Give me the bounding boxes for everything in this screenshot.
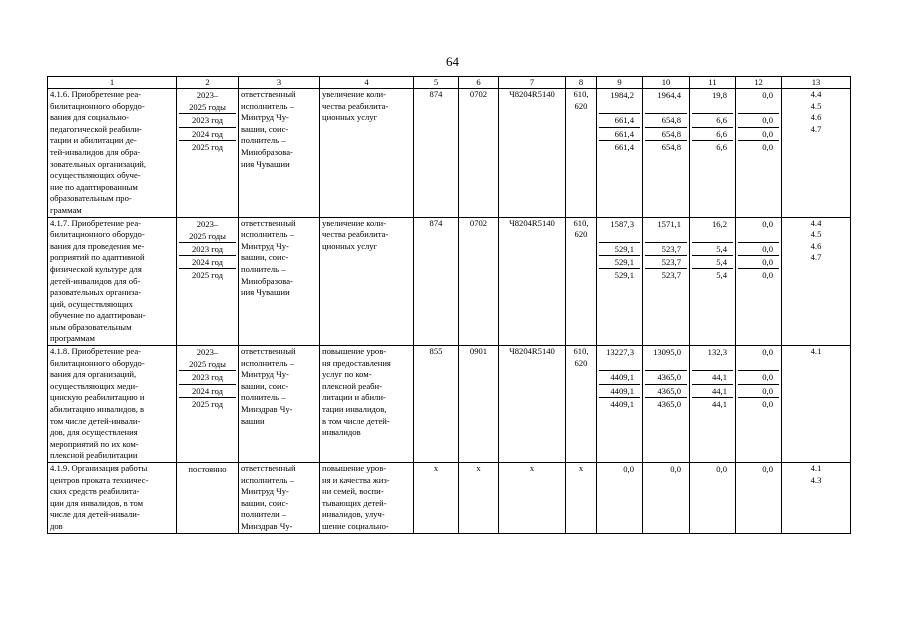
expected-result-line: увеличение коли- — [322, 217, 386, 228]
responsible-executor-line: полнитель – — [241, 392, 286, 403]
republic-funding-value: 6,6 — [692, 140, 733, 153]
expected-result — [320, 89, 414, 218]
activity-name-line: обучение по адаптирован- — [50, 310, 146, 321]
republic-funding-value: 6,6 — [692, 127, 733, 140]
budget-code-c6: 0702 — [459, 217, 499, 346]
activity-name-line: граммам — [50, 204, 82, 215]
activity-name-line: ным образовательным — [50, 321, 132, 332]
federal-funding-value: 13095,0 — [653, 347, 681, 358]
activity-name-line: 4.1.8. Приобретение реа- — [50, 346, 141, 357]
column-header-3: 3 — [239, 77, 320, 89]
republic-funding-value: 6,6 — [692, 113, 733, 126]
target-indicators-line: 4.5 — [810, 229, 822, 240]
responsible-executor-line: полнитель – — [241, 135, 286, 146]
republic-funding-value: 44,1 — [692, 370, 733, 383]
header-row — [48, 77, 851, 89]
republic-funding-value: 44,1 — [692, 384, 733, 397]
target-indicators-line: 4.7 — [810, 252, 822, 263]
expense-type-code — [566, 346, 597, 463]
period-cell-value: 2025 год — [179, 268, 236, 281]
budget-code-c5: 855 — [414, 346, 459, 463]
page-number: 64 — [446, 54, 459, 69]
total-funding — [597, 89, 643, 218]
activity-name-line: вания для организаций, — [50, 369, 137, 380]
other-funding-value: 0,0 — [762, 90, 773, 100]
activity-name-line: ции для инвалидов, в том — [50, 497, 144, 508]
federal-funding-value: 1964,4 — [657, 90, 681, 100]
expense-type-code-line: 610, — [573, 346, 589, 357]
responsible-executor-line: вашии, соис- — [241, 123, 289, 134]
other-funding-value: 0,0 — [738, 255, 779, 268]
other-funding — [736, 89, 782, 218]
table-row — [48, 346, 851, 463]
activity-name-line: разовательных организа- — [50, 287, 142, 298]
activity-name-line: мероприятий по их ком- — [50, 438, 139, 449]
budget-code-c6: x — [459, 463, 499, 534]
period-cell — [177, 463, 239, 534]
column-header-12: 12 — [736, 77, 782, 89]
responsible-executor-line: Минздрав Чу- — [241, 404, 293, 415]
expense-type-code-line: 620 — [574, 357, 588, 368]
target-indicators-line: 4.4 — [810, 89, 822, 99]
activity-name-line: дов — [50, 520, 63, 531]
column-header-13: 13 — [782, 77, 851, 89]
period-cell — [177, 346, 239, 463]
responsible-executor-line: Минтруд Чу- — [241, 369, 289, 380]
responsible-executor-line: исполнитель – — [241, 474, 294, 485]
table-row — [48, 463, 851, 534]
activity-name — [48, 346, 177, 463]
total-funding-value — [599, 230, 640, 242]
table-body — [48, 89, 851, 534]
target-indicators — [782, 346, 851, 463]
target-indicators-line: 4.1 — [810, 346, 822, 357]
federal-funding-value: 654,8 — [645, 127, 687, 140]
expense-type-code — [566, 217, 597, 346]
federal-funding-value: 523,7 — [645, 268, 687, 281]
other-funding-value — [738, 230, 779, 242]
responsible-executor-line: Минобразова- — [241, 275, 293, 286]
activity-name-line: центров проката техничес- — [50, 474, 149, 485]
federal-funding-value: 654,8 — [645, 113, 687, 126]
responsible-executor-line: вашии — [241, 415, 265, 426]
expected-result-line: тации инвалидов, — [322, 404, 387, 415]
other-funding-value: 0,0 — [738, 384, 779, 397]
federal-funding-value: 4365,0 — [645, 397, 687, 410]
responsible-executor — [239, 463, 320, 534]
expense-type-code-line: 610, — [573, 89, 589, 99]
total-funding-value: 529,1 — [599, 255, 640, 268]
target-indicators-line: 4.1 — [810, 463, 822, 473]
federal-funding-value — [645, 230, 687, 242]
target-indicators-line: 4.4 — [810, 217, 822, 228]
responsible-executor-line: полнители – — [241, 509, 287, 520]
republic-funding-value: 44,1 — [692, 397, 733, 410]
federal-funding-value: 523,7 — [645, 255, 687, 268]
total-funding-value: 1984,2 — [610, 90, 634, 100]
other-funding-value: 0,0 — [738, 397, 779, 410]
period-cell-value: 2023– — [196, 347, 219, 358]
activity-name-line: тей-инвалидов для обра- — [50, 146, 141, 157]
total-funding-value: 4409,1 — [599, 384, 640, 397]
responsible-executor — [239, 346, 320, 463]
total-funding-value: 4409,1 — [599, 397, 640, 410]
period-cell-value: 2025 годы — [189, 230, 226, 241]
budget-code-c7: Ч8204R5140 — [499, 89, 566, 218]
total-funding-value: 529,1 — [599, 242, 640, 255]
budget-code-c6: 0702 — [459, 89, 499, 218]
activity-name-line: осуществляющих меди- — [50, 380, 138, 391]
activity-name — [48, 463, 177, 534]
total-funding-value: 1587,3 — [610, 218, 634, 229]
activity-name-line: физической культуре для — [50, 263, 142, 274]
activity-name-line: 4.1.6. Приобретение реа- — [50, 89, 141, 99]
expected-result-line: инвалидов, улуч- — [322, 509, 385, 520]
federal-funding-value — [645, 358, 687, 370]
responsible-executor-line: Минтруд Чу- — [241, 112, 289, 123]
activity-name-line: вания для проведения ме- — [50, 240, 145, 251]
activity-name — [48, 89, 177, 218]
expected-result-line: повышение уров- — [322, 463, 387, 473]
other-funding-value — [738, 358, 779, 370]
column-header-8: 8 — [566, 77, 597, 89]
period-cell-value: 2024 год — [179, 384, 236, 397]
total-funding-value: 0,0 — [623, 464, 634, 474]
responsible-executor-line: ответственный — [241, 217, 296, 228]
republic-funding-value — [692, 230, 733, 242]
responsible-executor-line: ния Чувашии — [241, 158, 290, 169]
responsible-executor-line: ответственный — [241, 463, 296, 473]
other-funding-value: 0,0 — [738, 127, 779, 140]
responsible-executor-line: исполнитель – — [241, 229, 294, 240]
responsible-executor-line: вашии, соис- — [241, 252, 289, 263]
budget-code-c7: x — [499, 463, 566, 534]
expected-result — [320, 346, 414, 463]
activity-name-line: цинскую реабилитацию и — [50, 392, 145, 403]
responsible-executor-line: Минтруд Чу- — [241, 486, 289, 497]
period-cell-value: 2023 год — [179, 370, 236, 383]
column-header-4: 4 — [320, 77, 414, 89]
responsible-executor-line: вашии, соис- — [241, 497, 289, 508]
other-funding-value: 0,0 — [738, 268, 779, 281]
total-funding-value — [599, 101, 640, 113]
expected-result-line: литации и абили- — [322, 392, 386, 403]
period-cell — [177, 89, 239, 218]
federal-funding-value: 4365,0 — [645, 370, 687, 383]
federal-funding — [643, 89, 690, 218]
federal-funding-value — [645, 101, 687, 113]
target-indicators-line: 4.6 — [810, 112, 822, 123]
column-header-7: 7 — [499, 77, 566, 89]
other-funding-value: 0,0 — [738, 140, 779, 153]
activity-name — [48, 217, 177, 346]
expense-type-code — [566, 89, 597, 218]
republic-funding — [690, 346, 736, 463]
expected-result-line: повышение уров- — [322, 346, 387, 357]
total-funding-value: 529,1 — [599, 268, 640, 281]
period-cell-value: постоянно — [188, 464, 227, 474]
activity-name-line: билитационного оборудо- — [50, 100, 145, 111]
responsible-executor-line: ния Чувашии — [241, 287, 290, 298]
expected-result-line: инвалидов — [322, 427, 361, 438]
activity-name-line: педагогической реабили- — [50, 123, 142, 134]
other-funding-value: 0,0 — [738, 113, 779, 126]
activity-name-line: роприятий по адаптивной — [50, 252, 145, 263]
total-funding-value: 13227,3 — [606, 347, 634, 358]
expected-result-line: чества реабилита- — [322, 100, 389, 111]
republic-funding-value: 5,4 — [692, 242, 733, 255]
other-funding-value: 0,0 — [762, 347, 773, 358]
period-cell-value: 2025 годы — [189, 359, 226, 370]
activity-name-line: программам — [50, 333, 95, 344]
responsible-executor-line: Минздрав Чу- — [241, 520, 293, 531]
activity-name-line: том числе детей-инвали- — [50, 415, 141, 426]
target-indicators-line: 4.7 — [810, 123, 822, 134]
other-funding — [736, 346, 782, 463]
activity-name-line: числе для детей-инвали- — [50, 509, 140, 520]
expected-result-line: чества реабилита- — [322, 229, 389, 240]
activity-name-line: образовательным про- — [50, 193, 132, 204]
activity-name-line: 4.1.7. Приобретение реа- — [50, 217, 141, 228]
target-indicators-line: 4.5 — [810, 100, 822, 111]
republic-funding-value — [692, 358, 733, 370]
activity-name-line: билитационного оборудо- — [50, 229, 145, 240]
responsible-executor-line: исполнитель – — [241, 100, 294, 111]
target-indicators — [782, 89, 851, 218]
column-header-5: 5 — [414, 77, 459, 89]
column-header-2: 2 — [177, 77, 239, 89]
budget-code-c5: x — [414, 463, 459, 534]
column-header-10: 10 — [643, 77, 690, 89]
total-funding-value: 661,4 — [599, 140, 640, 153]
expected-result-line: тывающих детей- — [322, 497, 387, 508]
activity-name-line: плексной реабилитации — [50, 450, 138, 461]
republic-funding-value — [692, 101, 733, 113]
period-cell — [177, 217, 239, 346]
republic-funding-value: 5,4 — [692, 268, 733, 281]
expected-result-line: в том числе детей- — [322, 415, 390, 426]
other-funding — [736, 217, 782, 346]
other-funding-value: 0,0 — [738, 370, 779, 383]
other-funding-value: 0,0 — [762, 464, 773, 474]
expected-result-line: увеличение коли- — [322, 89, 386, 99]
activity-name-line: детей-инвалидов для об- — [50, 275, 141, 286]
expected-result-line: ционных услуг — [322, 112, 378, 123]
responsible-executor-line: Минобразова- — [241, 146, 293, 157]
total-funding — [597, 346, 643, 463]
target-indicators — [782, 463, 851, 534]
expected-result-line: плексной реаби- — [322, 380, 382, 391]
activity-name-line: вания для социально- — [50, 112, 129, 123]
period-cell-value: 2023– — [196, 90, 219, 100]
expected-result — [320, 463, 414, 534]
budget-code-c5: 874 — [414, 217, 459, 346]
federal-funding-value: 0,0 — [670, 464, 681, 474]
activity-name-line: билитационного оборудо- — [50, 357, 145, 368]
total-funding-value — [599, 358, 640, 370]
period-cell-value: 2025 год — [179, 397, 236, 410]
table-row — [48, 217, 851, 346]
expense-type-code-line: 620 — [574, 229, 588, 240]
federal-funding — [643, 463, 690, 534]
federal-funding-value: 4365,0 — [645, 384, 687, 397]
responsible-executor — [239, 89, 320, 218]
period-cell-value: 2025 год — [179, 140, 236, 153]
activity-name-line: тации и абилитации де- — [50, 135, 137, 146]
budget-code-c7: Ч8204R5140 — [499, 217, 566, 346]
federal-funding-value: 654,8 — [645, 140, 687, 153]
expected-result-line: ня предоставления — [322, 357, 391, 368]
total-funding-value: 661,4 — [599, 127, 640, 140]
expected-result-line: ционных услуг — [322, 240, 378, 251]
activity-name-line: ских средств реабилита- — [50, 486, 140, 497]
period-cell-value: 2023 год — [179, 113, 236, 126]
responsible-executor-line: ответственный — [241, 346, 296, 357]
federal-funding — [643, 217, 690, 346]
expected-result-line: шение социально- — [322, 520, 389, 531]
period-cell-value: 2024 год — [179, 127, 236, 140]
period-cell-value: 2023 год — [179, 242, 236, 255]
activity-name-line: зовательных организаций, — [50, 158, 147, 169]
federal-funding-value: 1571,1 — [657, 218, 681, 229]
activity-name-line: ций, осуществляющих — [50, 298, 133, 309]
activity-name-line: 4.1.9. Организация работы — [50, 463, 148, 473]
responsible-executor-line: исполнитель – — [241, 357, 294, 368]
expected-result-line: ни семей, воспи- — [322, 486, 384, 497]
republic-funding-value: 5,4 — [692, 255, 733, 268]
column-header-1: 1 — [48, 77, 177, 89]
republic-funding-value: 132,3 — [707, 347, 727, 358]
federal-funding — [643, 346, 690, 463]
expected-result-line: услуг по ком- — [322, 369, 372, 380]
budget-code-c7: Ч8204R5140 — [499, 346, 566, 463]
program-table — [47, 76, 851, 534]
column-header-11: 11 — [690, 77, 736, 89]
column-header-9: 9 — [597, 77, 643, 89]
period-cell-value: 2024 год — [179, 255, 236, 268]
expected-result — [320, 217, 414, 346]
total-funding — [597, 217, 643, 346]
republic-funding-value: 16,2 — [711, 218, 727, 229]
republic-funding-value: 19,8 — [711, 90, 727, 100]
responsible-executor-line: полнитель – — [241, 263, 286, 274]
expense-type-code-line: 620 — [574, 100, 588, 111]
republic-funding-value: 0,0 — [716, 464, 727, 474]
responsible-executor-line: вашии, соис- — [241, 380, 289, 391]
other-funding — [736, 463, 782, 534]
activity-name-line: абилитацию инвалидов, в — [50, 404, 145, 415]
activity-name-line: осуществляющих обуче- — [50, 170, 141, 181]
column-header-6: 6 — [459, 77, 499, 89]
republic-funding — [690, 217, 736, 346]
total-funding-value: 4409,1 — [599, 370, 640, 383]
budget-code-c6: 0901 — [459, 346, 499, 463]
responsible-executor — [239, 217, 320, 346]
other-funding-value — [738, 101, 779, 113]
responsible-executor-line: ответственный — [241, 89, 296, 99]
responsible-executor-line: Минтруд Чу- — [241, 240, 289, 251]
period-cell-value: 2023– — [196, 218, 219, 229]
table-row — [48, 89, 851, 218]
period-cell-value: 2025 годы — [189, 102, 226, 113]
expense-type-code-line: x — [578, 463, 584, 473]
target-indicators — [782, 217, 851, 346]
expense-type-code — [566, 463, 597, 534]
total-funding-value: 661,4 — [599, 113, 640, 126]
budget-code-c5: 874 — [414, 89, 459, 218]
expected-result-line: ня и качества жиз- — [322, 474, 390, 485]
expense-type-code-line: 610, — [573, 217, 589, 228]
federal-funding-value: 523,7 — [645, 242, 687, 255]
target-indicators-line: 4.3 — [810, 474, 822, 485]
activity-name-line: ние по адаптированным — [50, 181, 138, 192]
republic-funding — [690, 463, 736, 534]
other-funding-value: 0,0 — [762, 218, 773, 229]
other-funding-value: 0,0 — [738, 242, 779, 255]
activity-name-line: дов, для осуществления — [50, 427, 138, 438]
republic-funding — [690, 89, 736, 218]
target-indicators-line: 4.6 — [810, 240, 822, 251]
total-funding — [597, 463, 643, 534]
